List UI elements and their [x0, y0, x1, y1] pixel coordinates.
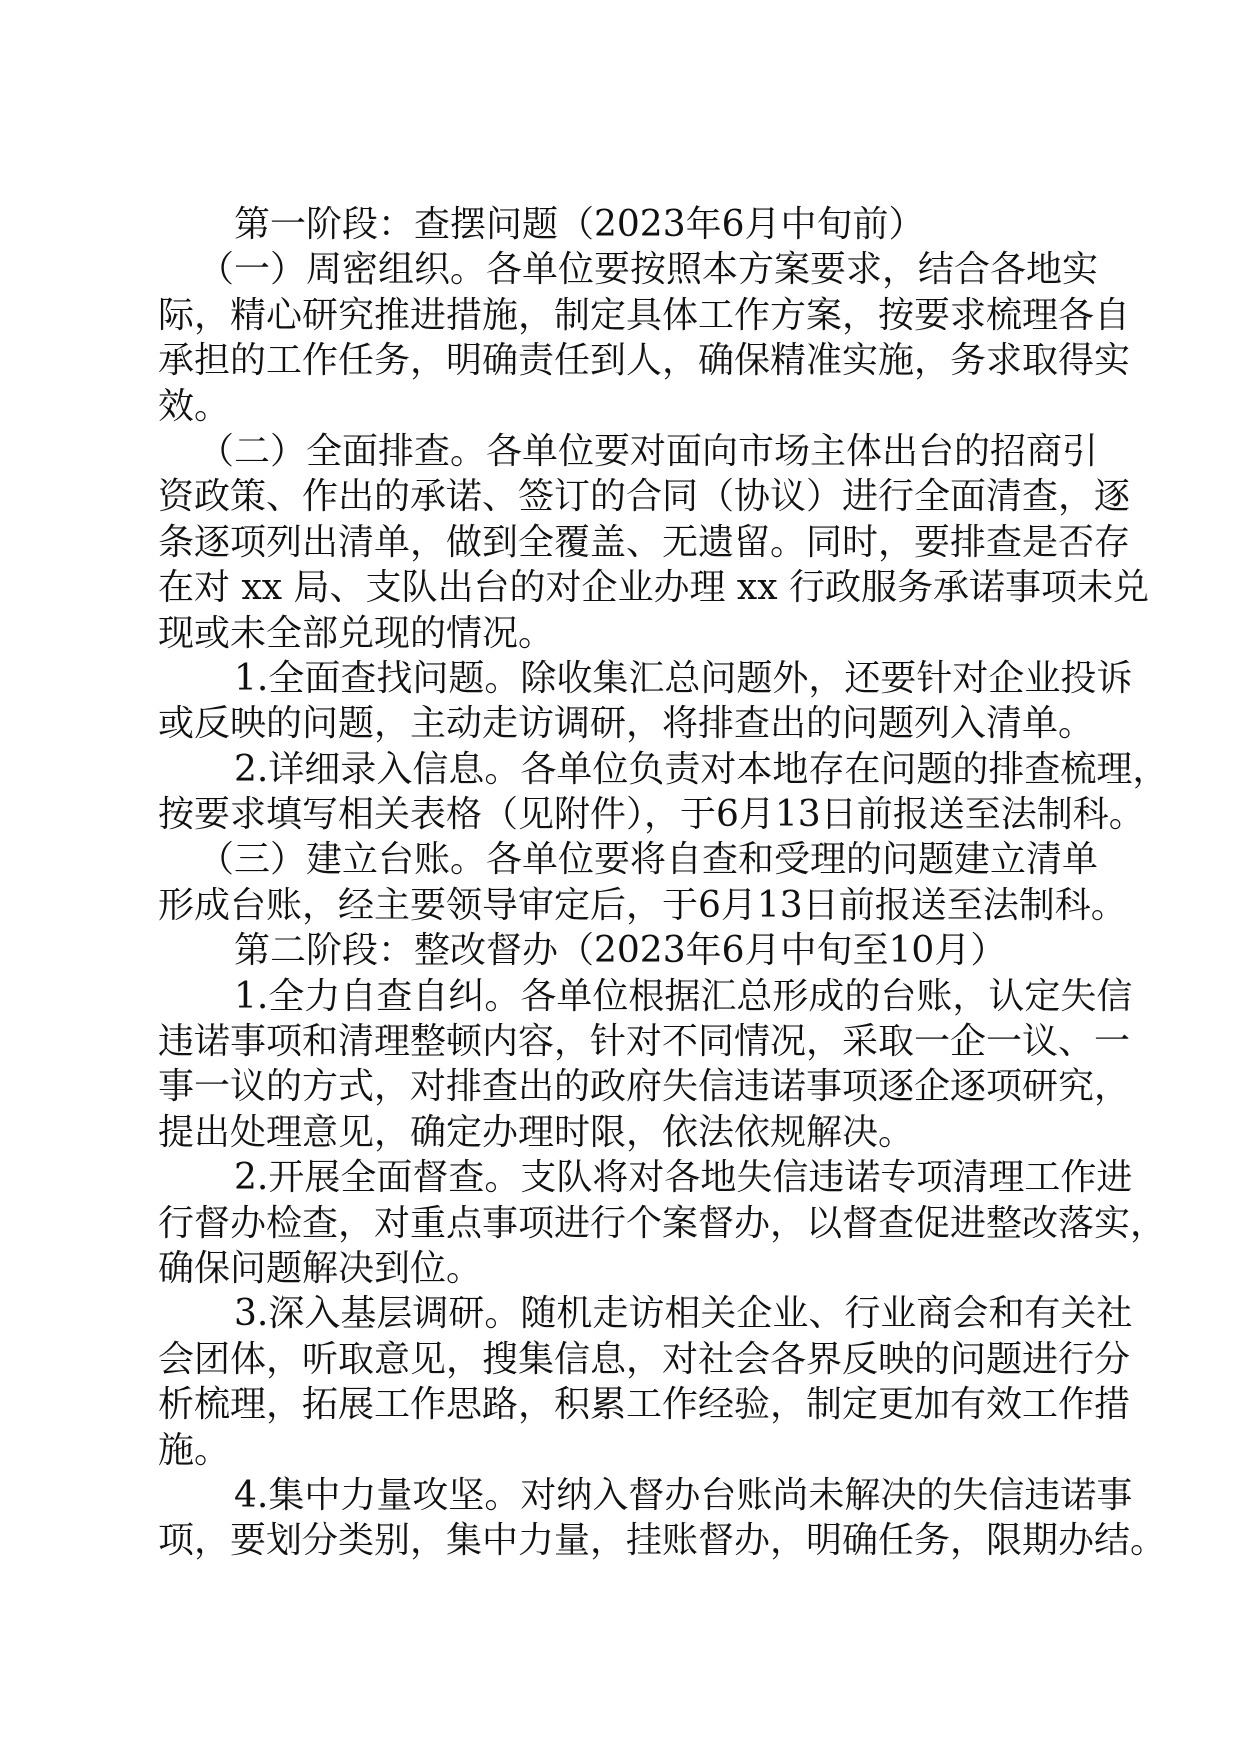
text-line: 施。 [158, 1429, 231, 1471]
text-line: 形成台账，经主要领导审定后，于6月13日前报送至法制科。 [158, 884, 1127, 926]
paragraph [158, 1473, 1167, 1564]
text-line: 确保问题解决到位。 [158, 1247, 483, 1289]
text-line: 析梳理，拓展工作思路，积累工作经验，制定更加有效工作措 [158, 1384, 1131, 1426]
text-line: 事一议的方式，对排查出的政府失信违诺事项逐企逐项研究， [158, 1066, 1131, 1108]
text-line: 第二阶段：整改督办（2023年6月中旬至10月） [234, 930, 1007, 972]
text-line: 4.集中力量攻坚。对纳入督办台账尚未解决的失信违诺事 [234, 1474, 1133, 1516]
paragraph [158, 1291, 1133, 1473]
text-line: （三）建立台账。各单位要将自查和受理的问题建立清单 [198, 839, 1099, 881]
text-line: 2.开展全面督查。支队将对各地失信违诺专项清理工作进 [234, 1157, 1133, 1199]
text-line: 会团体，听取意见，搜集信息，对社会各界反映的问题进行分 [158, 1338, 1131, 1380]
paragraph [158, 1155, 1167, 1291]
text-line: 际，精心研究推进措施，制定具体工作方案，按要求梳理各自 [158, 294, 1131, 336]
paragraph [158, 747, 1169, 838]
section-heading [158, 202, 1082, 247]
text-line: 资政策、作出的承诺、签订的合同（协议）进行全面清查，逐 [158, 476, 1131, 518]
text-line: 1.全面查找问题。除收集汇总问题外，还要针对企业投诉 [234, 657, 1133, 699]
section-heading [158, 928, 1082, 973]
text-line: 或反映的问题，主动走访调研，将排查出的问题列入清单。 [158, 703, 1095, 745]
text-line: 承担的工作任务，明确责任到人，确保精准实施，务求取得实 [158, 340, 1131, 382]
paragraph [158, 247, 1131, 429]
text-line: 3.深入基层调研。随机走访相关企业、行业商会和有关社 [234, 1293, 1133, 1335]
text-line: 1.全力自查自纠。各单位根据汇总形成的台账，认定失信 [234, 975, 1133, 1017]
text-line: 现或未全部兑现的情况。 [158, 612, 555, 654]
text-line: （一）周密组织。各单位要按照本方案要求，结合各地实 [198, 249, 1099, 291]
text-line: 违诺事项和清理整顿内容，针对不同情况，采取一企一议、一 [158, 1021, 1131, 1063]
text-line: 项，要划分类别，集中力量，挂账督办，明确任务，限期办结。 [158, 1520, 1167, 1562]
text-line: （二）全面排查。各单位要对面向市场主体出台的招商引 [198, 430, 1099, 472]
text-line: 在对 xx 局、支队出台的对企业办理 xx 行政服务承诺事项未兑 [158, 567, 1149, 609]
text-line: 条逐项列出清单，做到全覆盖、无遗留。同时，要排查是否存 [158, 521, 1131, 563]
text-line: 第一阶段：查摆问题（2023年6月中旬前） [234, 204, 925, 245]
text-line: 行督办检查，对重点事项进行个案督办，以督查促进整改落实， [158, 1202, 1167, 1244]
document-body [158, 202, 1169, 1564]
paragraph [158, 974, 1133, 1156]
text-line: 提出处理意见，确定办理时限，依法依规解决。 [158, 1111, 915, 1153]
text-line: 2.详细录入信息。各单位负责对本地存在问题的排查梳理， [234, 748, 1169, 790]
text-line: 按要求填写相关表格（见附件），于6月13日前报送至法制科。 [158, 794, 1145, 836]
paragraph [158, 837, 1127, 928]
paragraph [158, 656, 1133, 747]
text-line: 效。 [158, 385, 231, 427]
paragraph [158, 429, 1149, 656]
